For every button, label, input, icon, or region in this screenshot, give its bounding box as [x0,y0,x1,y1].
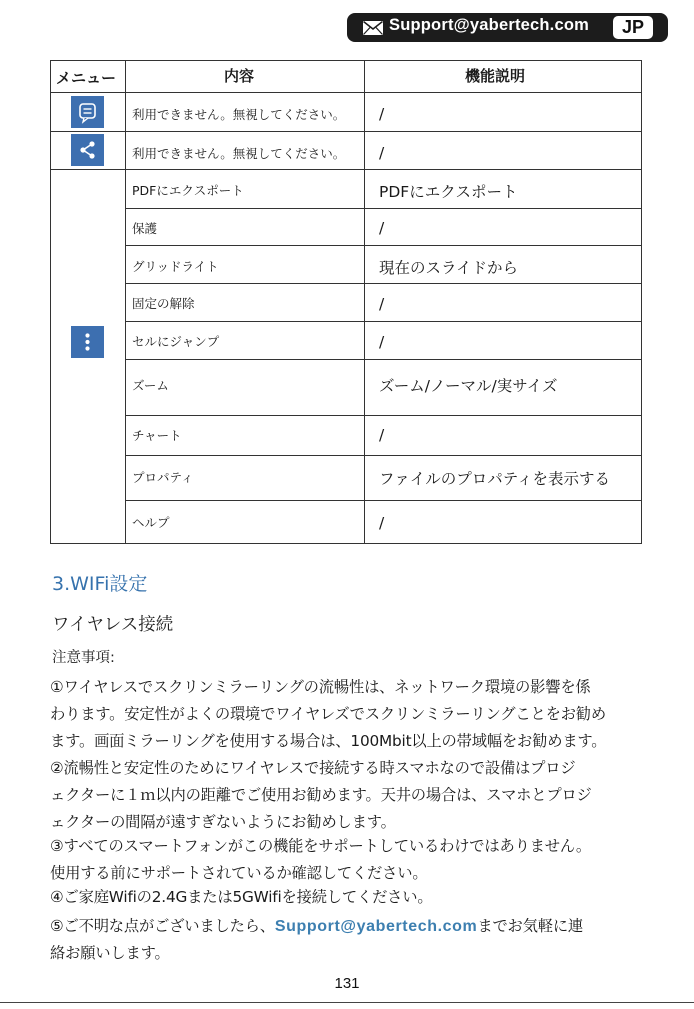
note-paragraph-4: ④ご家庭Wifiの2.4Gまたは5GWifiを接続してください。 [50,888,433,906]
content-cell: 利用できません。無視してください。 [132,146,346,161]
page-number: 131 [334,975,360,992]
note-paragraph-1: ①ワイヤレスでスクリンミラーリングの流暢性は、ネットワーク環境の影響を係 わります。安定性がよくの環境でワイヤレズでスクリンミラーリングことをお勧め ます。画面ミラーリングを使用する場合は、100Mbit以上の帯域幅をお勧めます。 [50,678,607,750]
description-cell: / [379,426,385,444]
bottom-divider [0,1002,694,1003]
content-cell: 利用できません。無視してください。 [132,107,346,122]
more-vertical-icon [71,326,104,358]
content-cell: セルにジャンプ [132,334,220,349]
support-email-badge [347,13,668,42]
content-cell: グリッドライト [132,259,219,274]
description-cell: PDFにエクスポート [379,183,518,201]
content-cell: 固定の解除 [132,296,195,311]
share-icon [71,134,104,166]
section-subtitle: ワイヤレス接続 [52,615,174,635]
content-cell: ズーム [132,378,169,393]
language-badge: JP [613,16,653,39]
note-paragraph-2: ②流暢性と安定性のためにワイヤレスで接続する時スマホなので設備はプロジ ェクターに１ｍ以内の距離でご使用お勧めます。天井の場合は、スマホとプロジ ェクターの間隔が遠すぎないようにお勧めします。 [50,759,592,831]
section-title: 3.WIFi設定 [52,573,148,595]
description-cell: 現在のスライドから [379,259,519,277]
description-cell: ズーム/ノーマル/実サイズ [379,377,558,395]
content-cell: プロパティ [132,470,194,485]
content-cell: PDFにエクスポート [132,183,244,198]
content-cell: ヘルプ [132,515,170,530]
header-description: 機能説明 [465,67,526,85]
note-label: 注意事項: [52,650,115,666]
content-cell: チャート [132,428,182,443]
note-paragraph-5: ⑤ご不明な点がございましたら、Support@yabertech.comまでお気軽に連 絡お願いします。 [50,917,584,962]
comment-icon [71,96,104,128]
description-cell: / [379,219,385,237]
menu-function-table [50,60,642,544]
header-menu: メニュー [56,69,117,87]
support-email-link[interactable]: Support@yabertech.com [274,918,478,935]
description-cell: / [379,295,385,313]
description-cell: ファイルのプロパティを表示する [379,470,610,488]
description-cell: / [379,514,385,532]
header-content: 内容 [224,67,255,85]
description-cell: / [379,333,385,351]
envelope-icon [363,20,383,39]
description-cell: / [379,144,385,162]
description-cell: / [379,105,385,123]
support-email: Support@yabertech.com [389,16,589,34]
note-paragraph-3: ③すべてのスマートフォンがこの機能をサポートしているわけではありません。 使用する前にサポートされているか確認してください。 [50,837,591,882]
content-cell: 保護 [132,221,158,236]
